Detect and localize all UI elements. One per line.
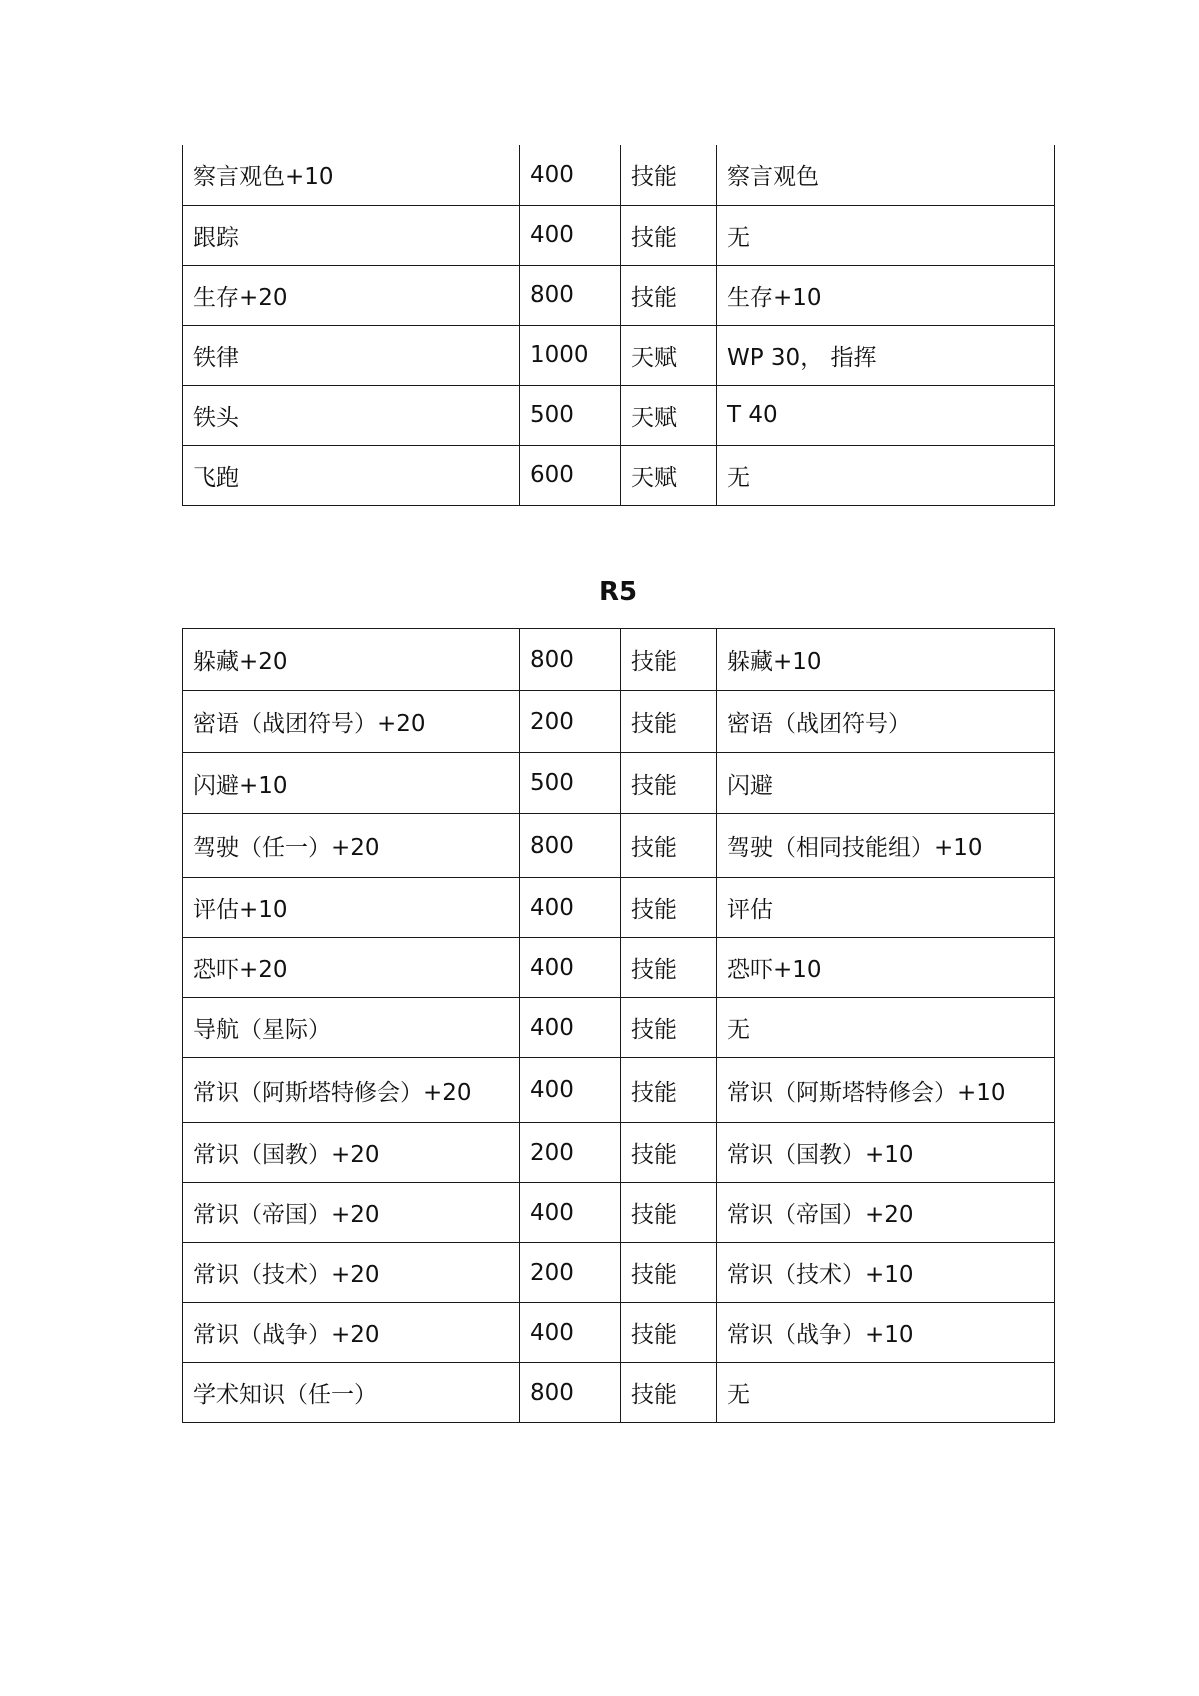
table-row [183,1243,1055,1303]
cost-cell: 400 [520,205,621,265]
advance-name-cell: 常识（帝国）+20 [183,1183,520,1243]
prerequisite-cell: 常识（战争）+10 [717,1303,1055,1363]
advance-name-cell: 评估+10 [183,878,520,938]
cost-cell: 200 [520,1243,621,1303]
type-cell: 技能 [621,691,717,753]
cost-cell: 400 [520,878,621,938]
prerequisite-cell: 无 [717,1363,1055,1423]
table-row [183,145,1055,205]
cost-cell: 800 [520,814,621,878]
cost-cell: 800 [520,629,621,691]
type-cell: 技能 [621,998,717,1058]
cost-cell: 500 [520,753,621,814]
advance-name-cell: 恐吓+20 [183,938,520,998]
cost-cell: 800 [520,265,621,325]
prerequisite-cell: 无 [717,205,1055,265]
prerequisite-cell: T 40 [717,385,1055,445]
cost-cell: 500 [520,385,621,445]
table-row [183,1058,1055,1123]
type-cell: 技能 [621,878,717,938]
prerequisite-cell: WP 30， 指挥 [717,325,1055,385]
advance-name-cell: 常识（阿斯塔特修会）+20 [183,1058,520,1123]
table-row [183,629,1055,691]
prerequisite-cell: 常识（国教）+10 [717,1123,1055,1183]
type-cell: 技能 [621,1183,717,1243]
prerequisite-cell: 生存+10 [717,265,1055,325]
type-cell: 技能 [621,1058,717,1123]
table-row [183,691,1055,753]
cost-cell: 800 [520,1363,621,1423]
cost-cell: 1000 [520,325,621,385]
prerequisite-cell: 无 [717,998,1055,1058]
table-row [183,878,1055,938]
table-row [183,445,1055,505]
advance-name-cell: 导航（星际） [183,998,520,1058]
type-cell: 技能 [621,753,717,814]
advance-name-cell: 铁头 [183,385,520,445]
type-cell: 技能 [621,1243,717,1303]
type-cell: 技能 [621,814,717,878]
type-cell: 技能 [621,1123,717,1183]
table-row [183,998,1055,1058]
type-cell: 技能 [621,145,717,205]
prerequisite-cell: 评估 [717,878,1055,938]
advance-table-r5 [182,628,1055,1423]
section-heading-r5: R5 [598,577,638,607]
cost-cell: 400 [520,938,621,998]
type-cell: 技能 [621,1363,717,1423]
cost-cell: 400 [520,145,621,205]
advance-name-cell: 常识（战争）+20 [183,1303,520,1363]
prerequisite-cell: 察言观色 [717,145,1055,205]
table-row [183,1183,1055,1243]
prerequisite-cell: 无 [717,445,1055,505]
advance-name-cell: 跟踪 [183,205,520,265]
table-row [183,325,1055,385]
advance-table-r5-body [183,629,1055,1423]
prerequisite-cell: 恐吓+10 [717,938,1055,998]
cost-cell: 200 [520,1123,621,1183]
prerequisite-cell: 闪避 [717,753,1055,814]
advance-name-cell: 躲藏+20 [183,629,520,691]
type-cell: 技能 [621,938,717,998]
advance-name-cell: 生存+20 [183,265,520,325]
table-row [183,938,1055,998]
advance-name-cell: 闪避+10 [183,753,520,814]
table-row [183,385,1055,445]
cost-cell: 200 [520,691,621,753]
type-cell: 天赋 [621,325,717,385]
type-cell: 技能 [621,205,717,265]
cost-cell: 400 [520,1183,621,1243]
cost-cell: 600 [520,445,621,505]
table-row [183,265,1055,325]
type-cell: 天赋 [621,385,717,445]
advance-name-cell: 铁律 [183,325,520,385]
advance-name-cell: 常识（技术）+20 [183,1243,520,1303]
type-cell: 技能 [621,1303,717,1363]
table-row [183,753,1055,814]
advance-table-continued [182,145,1055,506]
advance-table-continued-body [183,145,1055,505]
advance-name-cell: 飞跑 [183,445,520,505]
type-cell: 天赋 [621,445,717,505]
prerequisite-cell: 常识（帝国）+20 [717,1183,1055,1243]
advance-name-cell: 察言观色+10 [183,145,520,205]
prerequisite-cell: 常识（阿斯塔特修会）+10 [717,1058,1055,1123]
prerequisite-cell: 密语（战团符号） [717,691,1055,753]
table-row [183,205,1055,265]
table-row [183,814,1055,878]
cost-cell: 400 [520,1303,621,1363]
type-cell: 技能 [621,629,717,691]
table-row [183,1303,1055,1363]
prerequisite-cell: 常识（技术）+10 [717,1243,1055,1303]
table-row [183,1363,1055,1423]
advance-name-cell: 驾驶（任一）+20 [183,814,520,878]
advance-name-cell: 密语（战团符号）+20 [183,691,520,753]
cost-cell: 400 [520,998,621,1058]
prerequisite-cell: 驾驶（相同技能组）+10 [717,814,1055,878]
table-row [183,1123,1055,1183]
prerequisite-cell: 躲藏+10 [717,629,1055,691]
advance-name-cell: 学术知识（任一） [183,1363,520,1423]
type-cell: 技能 [621,265,717,325]
cost-cell: 400 [520,1058,621,1123]
advance-name-cell: 常识（国教）+20 [183,1123,520,1183]
